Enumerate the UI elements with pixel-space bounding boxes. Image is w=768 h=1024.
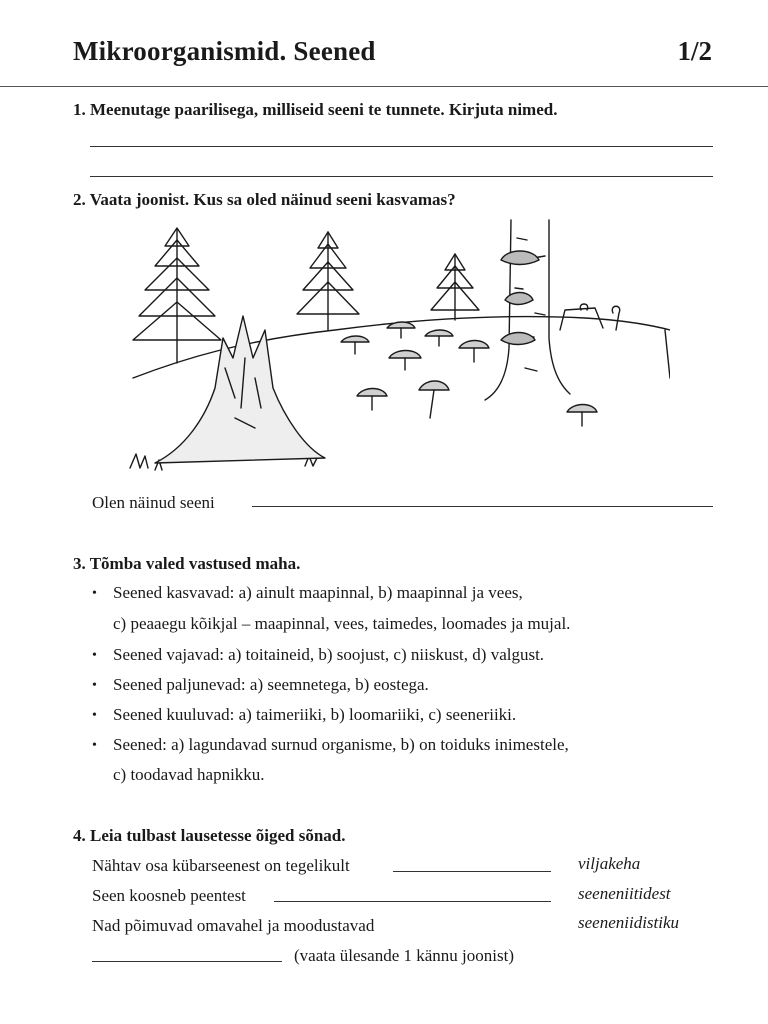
- sentence-3: Nad põimuvad omavahel ja moodustavad: [92, 916, 375, 935]
- task-2-answer-prompt: Olen näinud seeni: [92, 493, 215, 512]
- spruce-tree-2: [297, 232, 359, 330]
- sentence-2-answer-line[interactable]: [274, 901, 551, 902]
- spruce-tree-1: [133, 228, 221, 363]
- task-3-heading: 3. Tõmba valed vastused maha.: [73, 554, 301, 573]
- bullet-marker: •: [92, 648, 97, 663]
- task-1-heading: 1. Meenutage paarilisega, milliseid seeni te tunnete. Kirjuta nimed.: [73, 100, 558, 119]
- task-2-answer-line[interactable]: [252, 506, 713, 507]
- statement-line[interactable]: Seened: a) lagundavad surnud organisme, b) on toiduks inimestele,: [113, 735, 569, 754]
- task-2-heading: 2. Vaata joonist. Kus sa oled näinud seeni kasvamas?: [73, 190, 456, 209]
- bullet-marker: •: [92, 738, 97, 753]
- task-4-heading: 4. Leia tulbast lausetesse õiged sõnad.: [73, 826, 346, 845]
- word-bank-item: seeneniidistiku: [578, 913, 680, 932]
- bullet-marker: •: [92, 678, 97, 693]
- statement-line[interactable]: c) toodavad hapnikku.: [113, 765, 265, 784]
- worksheet-title: Mikroorganismid. Seened: [73, 36, 376, 66]
- spruce-tree-3: [431, 254, 479, 320]
- forest-mushroom-illustration: [125, 218, 670, 476]
- broken-tree-stump: [155, 316, 325, 463]
- word-bank-item: viljakeha: [578, 854, 641, 873]
- sentence-1: Nähtav osa kübarseenest on tegelikult: [92, 856, 350, 875]
- bullet-marker: •: [92, 586, 97, 601]
- task-1-answer-line-2[interactable]: [90, 176, 713, 177]
- statement-line[interactable]: Seened vajavad: a) toitaineid, b) soojust, c) niiskust, d) valgust.: [113, 645, 545, 664]
- sentence-1-answer-line[interactable]: [393, 871, 551, 872]
- statement-line[interactable]: c) peaaegu kõikjal – maapinnal, vees, taimedes, loomades ja mujal.: [113, 614, 571, 633]
- word-bank-item: seeneniitidest: [578, 884, 671, 903]
- sentence-4-note: (vaata ülesande 1 kännu joonist): [294, 946, 514, 965]
- statement-line[interactable]: Seened kuuluvad: a) taimeriiki, b) loomariiki, c) seeneriiki.: [113, 705, 517, 724]
- birch-tree-trunk: [485, 220, 570, 400]
- statement-line[interactable]: Seened kasvavad: a) ainult maapinnal, b) maapinnal ja vees,: [113, 583, 523, 602]
- statement-line[interactable]: Seened paljunevad: a) seemnetega, b) eostega.: [113, 675, 429, 694]
- bullet-marker: •: [92, 708, 97, 723]
- page-number: 1/2: [677, 36, 712, 66]
- mushroom-group: [341, 322, 597, 426]
- header-divider: [0, 86, 768, 87]
- sentence-2: Seen koosneb peentest: [92, 886, 246, 905]
- sentence-3-answer-line[interactable]: [92, 961, 282, 962]
- task-1-answer-line-1[interactable]: [90, 146, 713, 147]
